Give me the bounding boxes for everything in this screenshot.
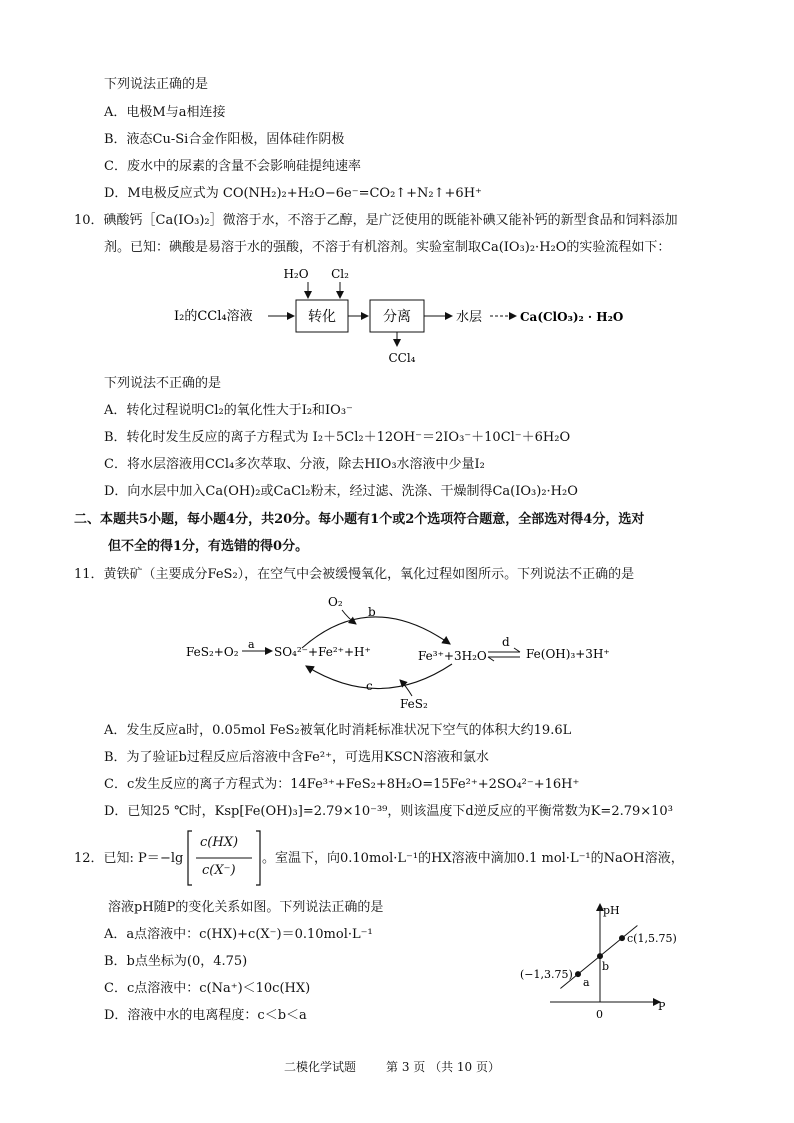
footer-page-number: 第 3 页 （共 10 页） (386, 1060, 500, 1074)
ph-vs-p-chart (520, 898, 677, 1022)
q12-option-d: D．溶液中水的电离程度：c＜b＜a (104, 1008, 307, 1023)
flow-output-ccl4: CCl₄ (388, 351, 416, 365)
diagram-middle-ions: SO₄²⁻+Fe²⁺+H⁺ (274, 645, 371, 659)
flow-input-water: H₂O (283, 267, 309, 281)
section2-line1: 二、本题共5小题，每小题4分，共20分。每小题有1个或2个选项符合题意，全部选对得4分，选对 (74, 512, 645, 527)
cycle-upper-arc (302, 617, 450, 648)
q9-option-d: D．M电极反应式为 CO(NH₂)₂+H₂O−6e⁻=CO₂↑+N₂↑+6H⁺ (104, 186, 482, 201)
q11-option-d: D．已知25 ℃时，Ksp[Fe(OH)₃]=2.79×10⁻³⁹，则该温度下d逆反应的平衡常数为K=2.79×10³ (104, 804, 673, 819)
q11-option-c: C．c发生反应的离子方程式为：14Fe³⁺+FeS₂+8H₂O=15Fe²⁺+2SO₄²⁻+16H⁺ (104, 777, 580, 792)
y-axis-label: pH (603, 904, 620, 917)
diagram-hydroxide: Fe(OH)₃+3H⁺ (526, 647, 610, 661)
diagram-fes2: FeS₂ (400, 697, 428, 711)
point-name-b: b (602, 960, 610, 974)
q9-prompt: 下列说法正确的是 (104, 77, 209, 92)
diagram-label-c: c (366, 679, 373, 693)
point-coord-label-c: c(1,5.75) (627, 932, 677, 946)
diagram-o2: O₂ (328, 595, 343, 609)
q10-option-b: B．转化时发生反应的离子方程式为 I₂＋5Cl₂＋12OH⁻＝2IO₃⁻＋10Cl⁻＋6H₂O (104, 430, 571, 445)
flow-input-chlorine: Cl₂ (331, 267, 349, 281)
q10-flow-diagram (170, 262, 640, 368)
origin-label: 0 (596, 1008, 603, 1021)
diagram-label-d: d (502, 635, 510, 649)
flow-end-product: Ca(ClO₃)₂ · H₂O (520, 310, 624, 324)
diagram-reactants: FeS₂+O₂ (186, 645, 239, 659)
x-axis-label: P (658, 1000, 666, 1013)
q10-prompt: 下列说法不正确的是 (104, 376, 222, 391)
q11-oxidation-diagram (180, 590, 620, 712)
footer-subject: 二模化学试题 (284, 1060, 357, 1074)
point-name-a: a (583, 976, 590, 990)
q12-neg-lg: −lg (160, 851, 184, 866)
q12-option-b: B．b点坐标为(0，4.75) (104, 954, 248, 969)
diagram-label-b: b (368, 605, 376, 619)
q9-option-c: C．废水中的尿素的含量不会影响硅提纯速率 (104, 159, 361, 174)
flow-water-layer: 水层 (456, 310, 483, 325)
q11-option-a: A．发生反应a时，0.05mol FeS₂被氧化时消耗标准状况下空气的体积大约19.6L (104, 723, 572, 738)
q9-option-a: A．电极M与a相连接 (104, 105, 226, 120)
point-coord-label-a: (−1,3.75) (520, 968, 573, 982)
flow-box-conversion-label: 转化 (308, 309, 336, 325)
q10-option-d: D．向水层中加入Ca(OH)₂或CaCl₂粉末，经过滤、洗涤、干燥制得Ca(IO₃)₂·H₂O (104, 484, 578, 499)
cycle-lower-arc (306, 664, 452, 689)
section2-line2: 但不全的得1分，有选错的得0分。 (108, 539, 309, 554)
point-a (575, 971, 581, 977)
q12-fraction-denominator: c(X⁻) (202, 863, 236, 878)
q10-option-c: C．将水层溶液用CCl₄多次萃取、分液，除去HIO₃水溶液中少量I₂ (104, 457, 485, 472)
q10-stem-line2: 剂。已知：碘酸是易溶于水的强酸，不溶于有机溶剂。实验室制取Ca(IO₃)₂·H₂O的实验流程如下： (104, 240, 671, 255)
q12-stem-continued: 。室温下，向0.10mol·L⁻¹的HX溶液中滴加0.1 mol·L⁻¹的NaOH溶液， (262, 851, 684, 866)
q11-stem: 11．黄铁矿（主要成分FeS₂），在空气中会被缓慢氧化，氧化过程如图所示。下列说法不正确的是 (74, 567, 635, 582)
q10-stem-line1: 10．碘酸钙［Ca(IO₃)₂］微溶于水，不溶于乙醇，是广泛使用的既能补碘又能补钙的新型食品和饲料添加 (74, 213, 678, 228)
q12-stem-start: 12．已知: P＝ (74, 851, 160, 866)
q9-option-b: B．液态Cu-Si合金作阳极，固体硅作阴极 (104, 132, 345, 147)
q11-option-b: B．为了验证b过程反应后溶液中含Fe²⁺，可选用KSCN溶液和氯水 (104, 750, 489, 765)
q12-option-c: C．c点溶液中：c(Na⁺)＜10c(HX) (104, 981, 311, 996)
q12-fraction-numerator: c(HX) (200, 835, 239, 850)
q12-option-a: A．a点溶液中：c(HX)+c(X⁻)＝0.10mol·L⁻¹ (104, 927, 373, 942)
flow-box-separation-label: 分离 (383, 309, 411, 325)
diagram-label-a: a (248, 638, 255, 651)
q10-option-a: A．转化过程说明Cl₂的氧化性大于I₂和IO₃⁻ (104, 403, 353, 418)
point-c (619, 935, 625, 941)
q12-stem-line2: 溶液pH随P的变化关系如图。下列说法正确的是 (108, 900, 384, 915)
point-b (597, 953, 603, 959)
diagram-ferric: Fe³⁺+3H₂O (418, 649, 487, 663)
flow-start: I₂的CCl₄溶液 (174, 309, 253, 324)
